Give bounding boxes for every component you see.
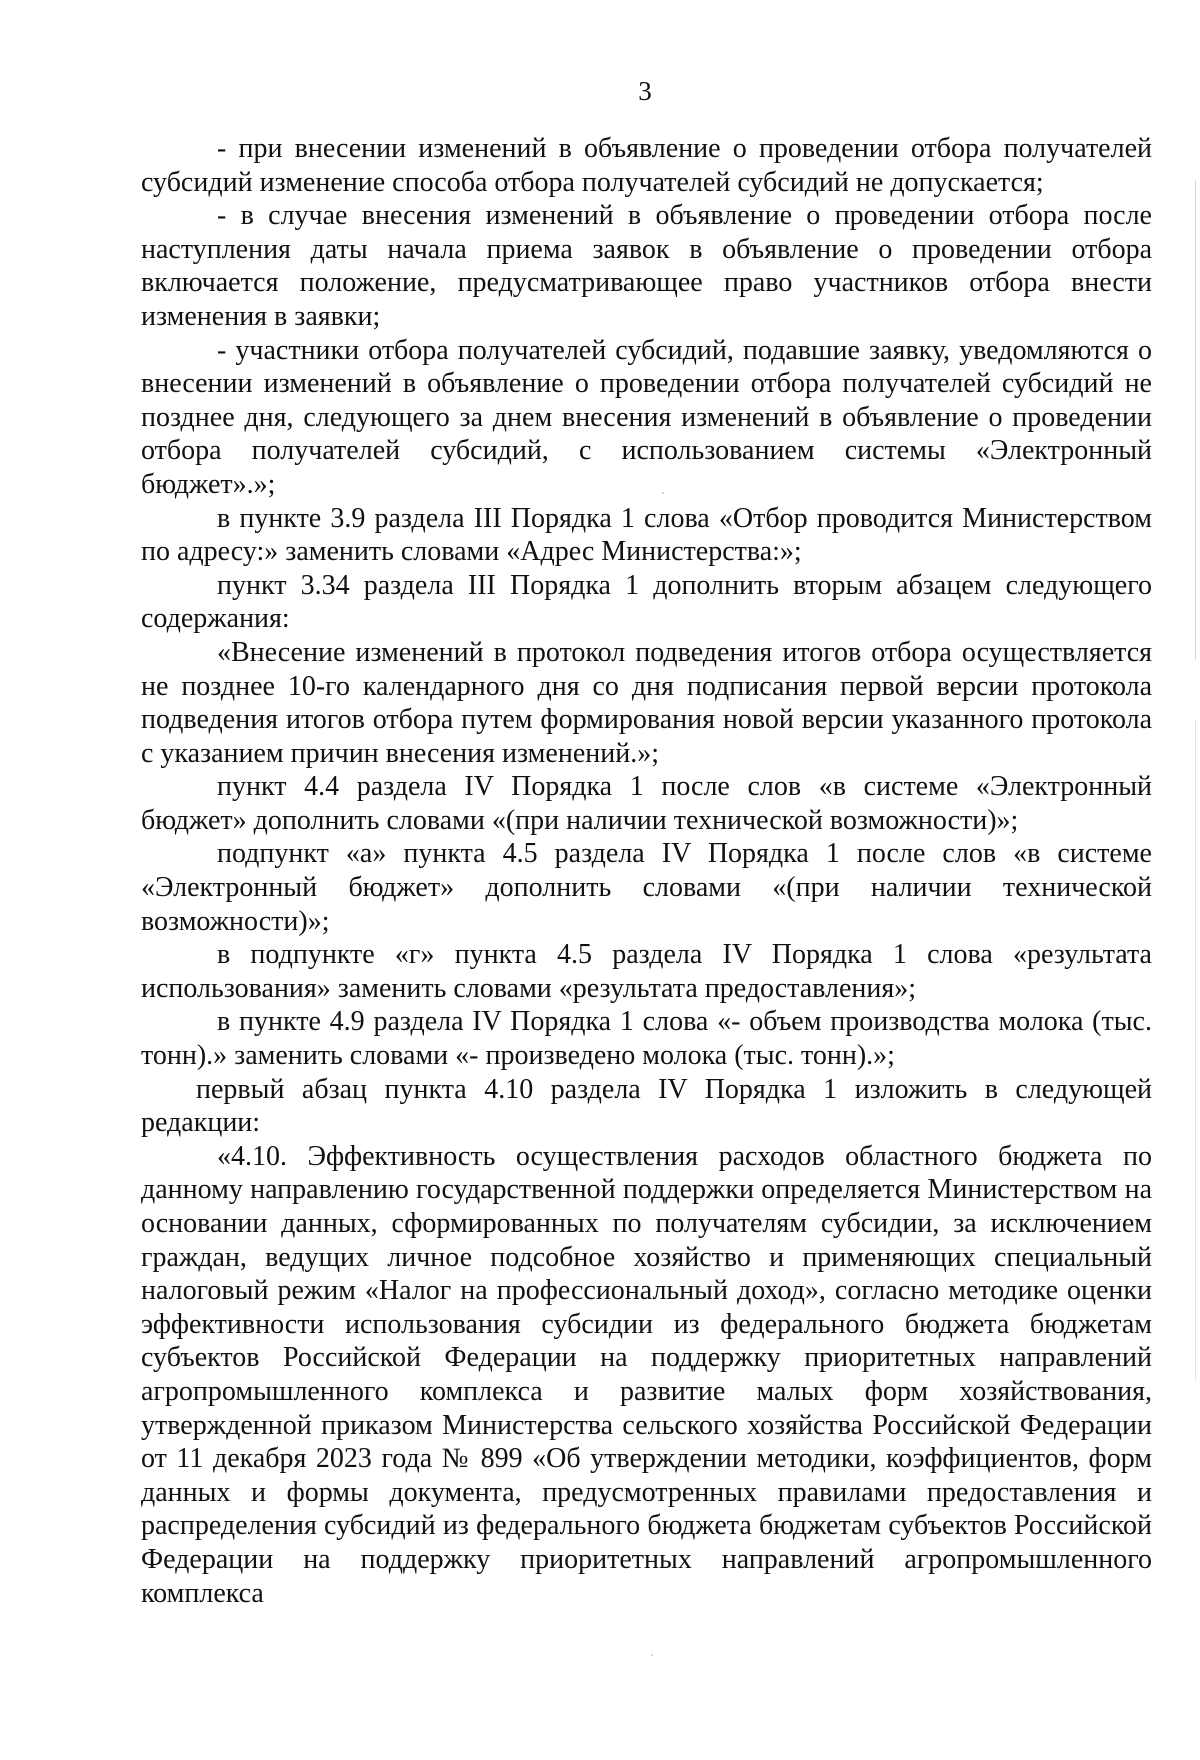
paragraph-9: в подпункте «г» пункта 4.5 раздела IV Порядка 1 слова «результата использования» заменить словами «результата предоставления»; [141, 939, 1152, 1004]
paragraph-10: в пункте 4.9 раздела IV Порядка 1 слова «- объем производства молока (тыс. тонн).» заменить словами «- произведено молока (тыс. тонн).»; [141, 1006, 1152, 1072]
paragraph-7: пункт 4.4 раздела IV Порядка 1 после слов «в системе «Электронный бюджет» дополнить словами «(при наличии технической возможности)»; [141, 771, 1152, 836]
paragraph-8: подпункт «а» пункта 4.5 раздела IV Порядка 1 после слов «в системе «Электронный бюджет» дополнить словами «(при наличии технической возможности)»; [141, 838, 1152, 937]
paragraph-11: первый абзац пункта 4.10 раздела IV Порядка 1 изложить в следующей редакции: [141, 1073, 1152, 1139]
paragraph-2: - в случае внесения изменений в объявление о проведении отбора после наступления даты начала приема заявок в объявление о проведении отбора включается положение, предусматривающее право участников отбора внести изменения в заявки; [141, 200, 1152, 332]
scan-speck [651, 1654, 653, 1656]
paragraph-1: - при внесении изменений в объявление о проведении отбора получателей субсидий изменение способа отбора получателей субсидий не допускается; [141, 133, 1152, 198]
paragraph-12: «4.10. Эффективность осуществления расходов областного бюджета по данному направлению государственной поддержки определяется Министерством на основании данных, сформированных по получателям субсидии, за исключением граждан, ведущих личное подсобное хозяйство и применяющих специальный налоговый режим «Налог на профессиональный доход», согласно методике оценки эффективности использования субсидии из федерального бюджета бюджетам субъектов Российской Федерации на поддержку приоритетных направлений агропромышленного комплекса и развитие малых форм хозяйствования, утвержденной приказом Министерства сельского хозяйства Российской Федерации от 11 декабря 2023 года № 899 «Об утверждении методики, коэффициентов, форм данных и формы документа, предусмотренных правилами предоставления и распределения субсидий из федерального бюджета бюджетам субъектов Российской Федерации на поддержку приоритетных направлений агропромышленного комплекса [141, 1140, 1152, 1609]
paragraph-6: «Внесение изменений в протокол подведения итогов отбора осуществляется не позднее 10-го календарного дня со дня подписания первой версии протокола подведения итогов отбора путем формирования новой версии указанного протокола с указанием причин внесения изменений.»; [141, 636, 1152, 769]
scan-speck [662, 492, 664, 494]
page-number: 3 [638, 76, 652, 106]
paragraph-3: - участники отбора получателей субсидий, подавшие заявку, уведомляются о внесении изменений в объявление о проведении отбора получателей субсидий не позднее дня, следующего за днем внесения изменений в объявление о проведении отбора получателей субсидий, с использованием системы «Электронный бюджет».»; [141, 334, 1152, 500]
paragraph-5: пункт 3.34 раздела III Порядка 1 дополнить вторым абзацем следующего содержания: [141, 569, 1152, 635]
paragraph-4: в пункте 3.9 раздела III Порядка 1 слова «Отбор проводится Министерством по адресу:» заменить словами «Адрес Министерства:»; [141, 502, 1152, 568]
document-body [141, 132, 1152, 1610]
scan-margin-mark [1195, 180, 1196, 1380]
